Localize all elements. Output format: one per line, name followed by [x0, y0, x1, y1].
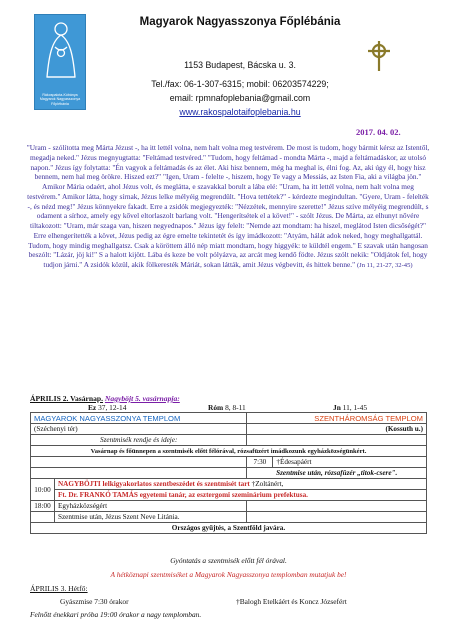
- weekday-mass-note: A hétköznapi szentmiséket a Magyarok Nagyasszonya templomban mutatjuk be!: [110, 570, 347, 579]
- litany-note: Szentmise után, Jézus Szent Neve Litánia.: [54, 512, 246, 523]
- confession-note: Gyóntatás a szentmisék előtt fél órával.: [170, 556, 287, 565]
- parish-address: 1153 Budapest, Bácska u. 3.: [184, 60, 296, 70]
- schedule-row-1800: [31, 501, 427, 512]
- parish-website-link[interactable]: www.rakospalotaifoplebania.hu: [179, 107, 301, 117]
- schedule-row-notice: [31, 446, 427, 457]
- gospel-text: "Uram - szólította meg Márta Jézust -, ha itt lettél volna, nem halt volna meg testvérem. De most is tudom, hogy bármit kérsz az Istentől, megadja neked." Jézus megnyugtatta: "Feltámad testvéred." "Tudom, hogy feltámad - mondta Márta -, majd a feltámadáskor, az utolsó napon." Jézus így folytatta: "Én vagyok a feltámadás és az élet. Aki hisz bennem, még ha meghal is, élni fog. Az, aki úgy él, hogy hisz bennem, nem hal meg örökre. Hiszed ezt?" "Igen, Uram - felelte -, hiszem, hogy Te vagy a Messiás, az Isten Fia, aki a világba jön." Amikor Mária odaért, ahol Jézus volt, és meglátta, e szavakkal borult a lába elé: "Uram, ha itt lettél volna, nem halt volna meg testvérem." Amikor látta, hogy sírnak, Jézus lelke mélyéig megrendült. "Hova tettétek?" - kérdezte megindultan. "Gyere, Uram - felelték -, és nézd meg!" Jézus könnyekre fakadt. Erre a zsidók megjegyezték: "Nézzétek, mennyire szerette!" Jézus szíve mélyéig megrendült, s odament a sírhoz, amely egy kővel eltorlaszolt barlang volt. "Hengerítsétek el a követ!" - szólt Jézus. De Márta, az elhunyt nővére tiltakozott: "Uram, már szaga van, hiszen negyednapos." Jézus így felelt: "Nemde azt mondtam: ha hiszel, meglátod Isten dicsőségét?" Erre elhengerítették a követ, Jézus pedig az égre emelte tekintetét és így imádkozott: "Atyám, hálát adok neked, hogy meghallgattál. Tudom, hogy mindig meghallgatsz. Csak a köröttem álló nép miatt mondtam, hogy higgyék: te küldtél engem." E szavak után hangosan beszólt: "Lázár, jöj ki!" S a halott kijött. Lába és keze be volt pólyázva, az arcát meg kendő födte. Jézus szólt nekik: "Oldjátok fel, hogy tudjon járni." A zsidók közül, akik fölkeresték Máriát, sokan látták, amit Jézus végbevitt, és hittek benne.": [26, 143, 430, 269]
- mass-730-intention: †Édesapáért: [273, 457, 427, 468]
- schedule-row-litany: [31, 512, 427, 523]
- schedule-row-1000: [31, 479, 427, 490]
- mourning-mass: Gyászmise 7:30 órakor: [60, 597, 129, 606]
- sunday-subtitle: Nagyböjt 5. vasárnapja:: [104, 394, 180, 403]
- sunday-heading: [30, 394, 180, 403]
- church-left-name: MAGYAROK NAGYASSZONYA TEMPLOM: [31, 413, 247, 424]
- church-right-name: SZENTHÁROMSÁG TEMPLOM: [247, 413, 427, 424]
- mass-order-label: Szentmisék rendje és ideje:: [31, 435, 247, 446]
- mass-730-time: 7:30: [247, 457, 273, 468]
- rosary-notice: Vasárnap és főünnepen a szentmisék előtt félórával, rózsafüzért imádkozunk egyházközségünkért.: [31, 446, 427, 457]
- schedule-row-churches: [31, 413, 427, 424]
- schedule-row-collection: [31, 523, 427, 534]
- parish-prayer: Egyházközségért: [54, 501, 246, 512]
- reading-romans: Róm 8, 8-11: [208, 403, 246, 412]
- retreat-role: egyetemi tanár, az esztergomi szeminárium prefektusa.: [139, 491, 308, 499]
- sunday-label: ÁPRILIS 2. Vasárnap.: [30, 394, 104, 403]
- retreat-intention: †Zoltánért,: [251, 480, 284, 488]
- reading-ezekiel: Ez 37, 12-14: [88, 403, 127, 412]
- schedule-row-preacher: [31, 490, 427, 501]
- celtic-cross-icon: [366, 40, 392, 72]
- national-collection: Országos gyűjtés, a Szentföld javára.: [31, 523, 427, 534]
- mass-schedule-table: [30, 412, 427, 534]
- bulletin-date: 2017. 04. 02.: [356, 127, 401, 137]
- parish-email: email: rpmnafoplebania@gmail.com: [169, 93, 311, 103]
- rosary-exchange: Szentmise után, rózsafüzér „titok-csere".: [247, 468, 427, 479]
- reading-john: Jn 11, 1-45: [333, 403, 368, 412]
- gospel-passage: [26, 143, 430, 271]
- retreat-preacher: Ft. Dr. FRANKÓ TAMÁS: [57, 491, 138, 499]
- choir-rehearsal-note: Felnőtt énekkari próba 19:00 órakor a nagy templomban.: [30, 610, 202, 619]
- schedule-row-730: [31, 457, 427, 468]
- mass-1000-time: 10:00: [31, 479, 55, 501]
- logo-caption: Rákospalota-Kóbánya Magyarok Nagyasszonya Főplébánia: [39, 92, 81, 106]
- mourning-intention: †Balogh Etelkáért és Koncz Józsefért: [236, 597, 347, 606]
- schedule-row-after-mass: [31, 468, 427, 479]
- gospel-reference: (Jn 11, 21-27, 32-45): [356, 262, 413, 269]
- parish-name: Magyarok Nagyasszonya Főplébánia: [139, 16, 341, 28]
- retreat-title: NAGYBÖJTI lelkigyakorlatos szentbeszédet és szentmisét tart: [57, 480, 250, 488]
- mass-1800-time: 18:00: [31, 501, 55, 512]
- parish-phones: Tel./fax: 06-1-307-6315; mobil: 06203574229;: [151, 79, 329, 89]
- parish-logo: [34, 14, 86, 110]
- madonna-icon: [35, 15, 87, 85]
- schedule-row-order: [31, 435, 427, 446]
- schedule-row-places: [31, 424, 427, 435]
- church-right-place: (Kossuth u.): [247, 424, 427, 435]
- monday-label: ÁPRILIS 3. Hétfő:: [30, 584, 88, 593]
- church-left-place: (Széchenyi tér): [31, 424, 247, 435]
